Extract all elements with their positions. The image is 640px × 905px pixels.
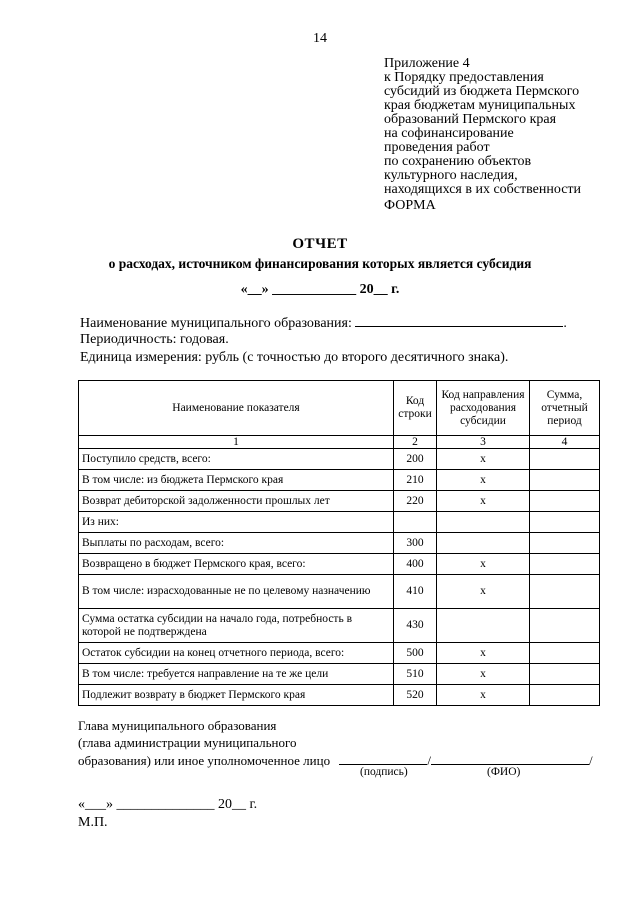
row-name: В том числе: из бюджета Пермского края [79,470,394,491]
appendix-line: образований Пермского края [384,112,557,127]
row-code: 410 [394,575,437,609]
row-name: Подлежит возврату в бюджет Пермского края [79,685,394,706]
row-direction: x [437,554,530,575]
table-row [79,470,600,491]
table-row [79,554,600,575]
report-date-line: «__» ____________ 20__ г. [240,282,400,297]
table-row [79,664,600,685]
row-name: Возврат дебиторской задолженности прошлых лет [79,491,394,512]
appendix-line: на софинансирование [384,126,514,141]
report-title: ОТЧЕТ [292,236,348,252]
row-name: Из них: [79,512,394,533]
appendix-line: к Порядку предоставления [384,70,544,85]
row-code: 210 [394,470,437,491]
municipality-line: Наименование муниципального образования: . [80,316,567,331]
row-code: 200 [394,449,437,470]
report-table [78,380,600,706]
table-row [79,491,600,512]
signer-title-line1: Глава муниципального образования [78,718,277,733]
row-code: 400 [394,554,437,575]
appendix-line: края бюджетам муниципальных [384,98,576,113]
row-sum[interactable] [530,609,600,643]
row-sum[interactable] [530,643,600,664]
table-row [79,533,600,554]
column-number: 2 [394,436,437,449]
row-sum[interactable] [530,470,600,491]
signature-blank[interactable] [339,752,427,765]
row-direction [437,512,530,533]
row-direction [437,609,530,643]
row-code: 500 [394,643,437,664]
row-sum[interactable] [530,449,600,470]
table-row [79,609,600,643]
column-number: 1 [79,436,394,449]
page-number: 14 [313,31,327,46]
row-name: Сумма остатка субсидии на начало года, потребность в которой не подтверждена [79,609,394,643]
municipality-blank[interactable] [355,314,563,327]
row-sum[interactable] [530,664,600,685]
row-direction [437,533,530,554]
column-number: 3 [437,436,530,449]
row-name: Остаток субсидии на конец отчетного периода, всего: [79,643,394,664]
report-subtitle: о расходах, источником финансирования которых является субсидия [108,256,532,271]
unit-line: Единица измерения: рубль (с точностью до второго десятичного знака). [80,350,509,365]
row-name: Возвращено в бюджет Пермского края, всего: [79,554,394,575]
row-direction: x [437,449,530,470]
table-row [79,512,600,533]
table-row [79,685,600,706]
row-sum[interactable] [530,533,600,554]
table-row [79,643,600,664]
form-label: ФОРМА [384,198,436,213]
row-name: Выплаты по расходам, всего: [79,533,394,554]
row-code: 510 [394,664,437,685]
row-direction: x [437,470,530,491]
row-direction: x [437,664,530,685]
row-sum[interactable] [530,554,600,575]
row-sum[interactable] [530,512,600,533]
row-name: Поступило средств, всего: [79,449,394,470]
column-number: 4 [530,436,600,449]
municipality-label: Наименование муниципального образования: [80,316,352,331]
bottom-date-line: «___» ______________ 20__ г. [78,797,258,812]
signature-caption: (подпись) [360,766,408,778]
row-sum[interactable] [530,491,600,512]
header-indicator-name: Наименование показателя [79,381,394,436]
header-direction-code: Код направления расходования субсидии [437,381,530,436]
row-direction: x [437,491,530,512]
header-row-code: Код строки [394,381,437,436]
header-sum: Сумма, отчетный период [530,381,600,436]
full-name-blank[interactable] [431,752,589,765]
periodicity-line: Периодичность: годовая. [80,332,229,347]
row-code: 220 [394,491,437,512]
full-name-caption: (ФИО) [487,766,521,778]
row-name: В том числе: требуется направление на те же цели [79,664,394,685]
row-direction: x [437,643,530,664]
appendix-line: субсидий из бюджета Пермского [384,84,580,99]
row-code: 520 [394,685,437,706]
row-sum[interactable] [530,575,600,609]
row-direction: x [437,685,530,706]
table-row [79,575,600,609]
row-code [394,512,437,533]
signer-title-line2: (глава администрации муниципального [78,735,297,750]
appendix-line: Приложение 4 [384,56,470,71]
row-code: 430 [394,609,437,643]
stamp-place: М.П. [78,815,108,830]
row-direction: x [437,575,530,609]
appendix-line: находящихся в их собственности [384,182,582,197]
table-header-row [79,381,600,436]
table-column-numbers [79,436,600,449]
appendix-block [384,57,624,197]
row-sum[interactable] [530,685,600,706]
signer-title-line3-text: образования) или иное уполномоченное лицо [78,753,331,768]
table-row [79,449,600,470]
signer-title-line3: образования) или иное уполномоченное лицо / / [78,753,593,768]
appendix-line: культурного наследия, [384,168,518,183]
row-name: В том числе: израсходованные не по целевому назначению [79,575,394,609]
row-code: 300 [394,533,437,554]
appendix-line: по сохранению объектов [384,154,532,169]
appendix-line: проведения работ [384,140,490,155]
